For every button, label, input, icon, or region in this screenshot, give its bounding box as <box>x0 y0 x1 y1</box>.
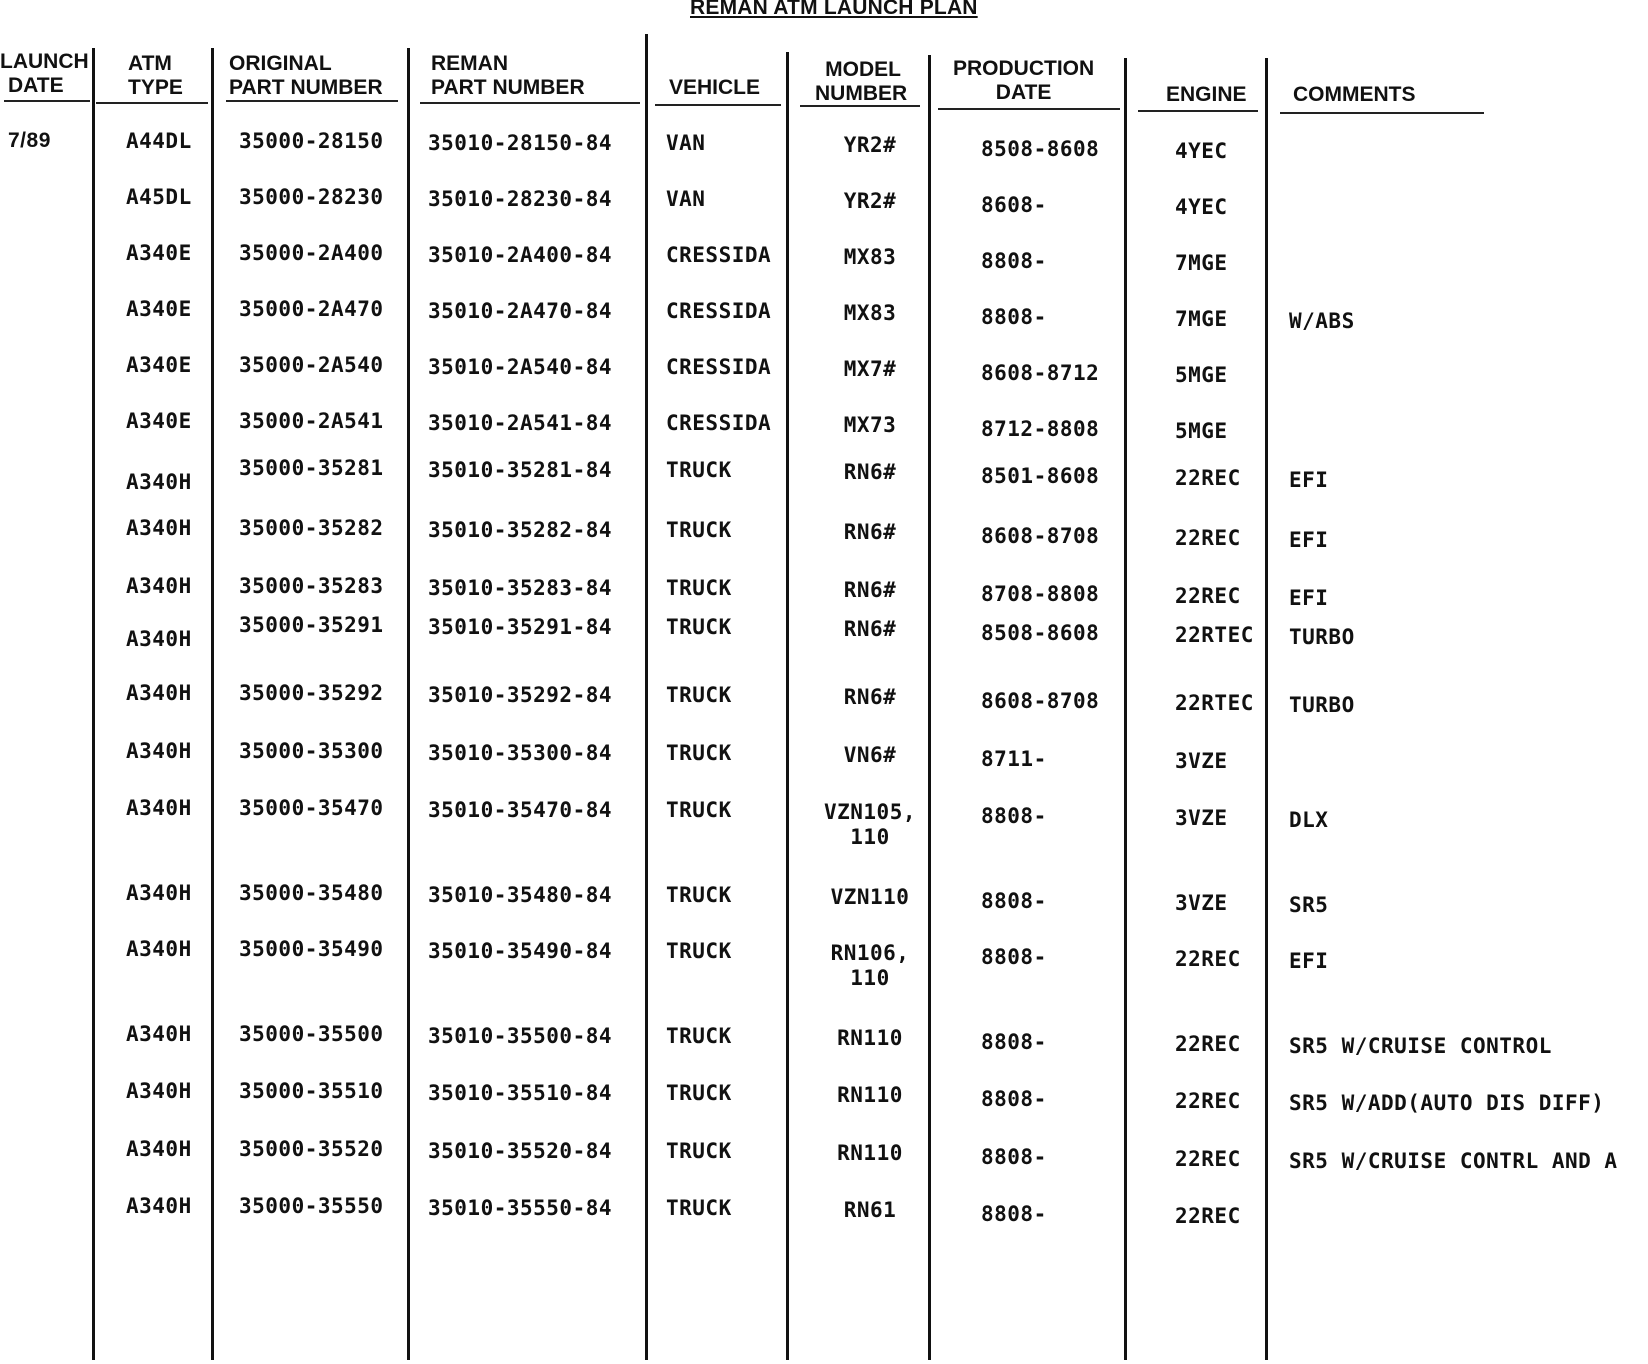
cell-engine: 7MGE <box>1175 307 1228 331</box>
cell-engine: 22REC <box>1175 466 1241 490</box>
cell-model-number: MX83 <box>843 301 897 325</box>
cell-comment: SR5 W/ADD(AUTO DIS DIFF) <box>1289 1091 1605 1115</box>
cell-atm-type: A340H <box>126 681 192 705</box>
cell-model-number: RN61 <box>843 1198 897 1222</box>
cell-production-date: 8808- <box>981 1145 1047 1169</box>
cell-reman-part-number: 35010-35282-84 <box>428 518 613 542</box>
cell-model-number: RN6# <box>843 578 897 602</box>
cell-engine: 22RTEC <box>1175 691 1254 715</box>
cell-reman-part-number: 35010-35510-84 <box>428 1081 613 1105</box>
cell-comment: EFI <box>1289 528 1329 552</box>
cell-atm-type: A340H <box>126 516 192 540</box>
cell-vehicle: TRUCK <box>666 741 732 765</box>
cell-original-part-number: 35000-35282 <box>239 516 384 540</box>
cell-comment: EFI <box>1289 468 1329 492</box>
cell-original-part-number: 35000-28150 <box>239 129 384 153</box>
cell-atm-type: A340E <box>126 409 192 433</box>
cell-original-part-number: 35000-35283 <box>239 574 384 598</box>
cell-engine: 22RTEC <box>1175 623 1254 647</box>
cell-comment: SR5 W/CRUISE CONTROL <box>1289 1034 1552 1058</box>
cell-model-number: VZN105, <box>823 800 916 824</box>
cell-reman-part-number: 35010-35291-84 <box>428 615 613 639</box>
cell-model-number: RN106, <box>830 941 910 965</box>
cell-vehicle: TRUCK <box>666 458 732 482</box>
cell-engine: 3VZE <box>1175 806 1228 830</box>
cell-production-date: 8608-8708 <box>981 524 1100 548</box>
cell-reman-part-number: 35010-2A541-84 <box>428 411 613 435</box>
header-launch-date: LAUNCH DATE <box>0 50 89 97</box>
cell-reman-part-number: 35010-28150-84 <box>428 131 613 155</box>
cell-comment: EFI <box>1289 586 1329 610</box>
header-underline <box>1280 112 1484 114</box>
column-divider <box>1265 58 1268 1360</box>
cell-original-part-number: 35000-2A400 <box>239 241 384 265</box>
cell-vehicle: VAN <box>666 131 706 155</box>
header-vehicle: VEHICLE <box>669 76 761 99</box>
cell-engine: 22REC <box>1175 1089 1241 1113</box>
cell-original-part-number: 35000-35500 <box>239 1022 384 1046</box>
cell-production-date: 8808- <box>981 1202 1047 1226</box>
cell-engine: 22REC <box>1175 947 1241 971</box>
cell-production-date: 8608-8712 <box>981 361 1100 385</box>
cell-reman-part-number: 35010-35300-84 <box>428 741 613 765</box>
cell-model-number: YR2# <box>843 189 897 213</box>
cell-production-date: 8508-8608 <box>981 621 1100 645</box>
cell-reman-part-number: 35010-35550-84 <box>428 1196 613 1220</box>
cell-production-date: 8808- <box>981 945 1047 969</box>
cell-model-number: YR2# <box>843 133 897 157</box>
cell-vehicle: TRUCK <box>666 1024 732 1048</box>
cell-original-part-number: 35000-35520 <box>239 1137 384 1161</box>
cell-vehicle: TRUCK <box>666 683 732 707</box>
cell-comment: TURBO <box>1289 625 1355 649</box>
cell-reman-part-number: 35010-2A400-84 <box>428 243 613 267</box>
cell-atm-type: A340H <box>126 796 192 820</box>
cell-comment: TURBO <box>1289 693 1355 717</box>
cell-atm-type: A44DL <box>126 129 192 153</box>
cell-production-date: 8712-8808 <box>981 417 1100 441</box>
cell-production-date: 8711- <box>981 747 1047 771</box>
cell-engine: 3VZE <box>1175 749 1228 773</box>
cell-atm-type: A340H <box>126 1137 192 1161</box>
cell-original-part-number: 35000-35510 <box>239 1079 384 1103</box>
cell-original-part-number: 35000-35490 <box>239 937 384 961</box>
cell-engine: 4YEC <box>1175 195 1228 219</box>
cell-vehicle: CRESSIDA <box>666 243 772 267</box>
cell-reman-part-number: 35010-35520-84 <box>428 1139 613 1163</box>
cell-engine: 22REC <box>1175 1204 1241 1228</box>
cell-launch-date: 7/89 <box>8 129 51 152</box>
column-divider <box>1124 58 1127 1360</box>
cell-original-part-number: 35000-2A541 <box>239 409 384 433</box>
cell-reman-part-number: 35010-35490-84 <box>428 939 613 963</box>
cell-engine: 5MGE <box>1175 363 1228 387</box>
cell-original-part-number: 35000-2A470 <box>239 297 384 321</box>
column-divider <box>92 48 95 1360</box>
header-comments: COMMENTS <box>1293 83 1416 106</box>
cell-original-part-number: 35000-35480 <box>239 881 384 905</box>
cell-vehicle: TRUCK <box>666 883 732 907</box>
cell-engine: 22REC <box>1175 1032 1241 1056</box>
cell-production-date: 8708-8808 <box>981 582 1100 606</box>
cell-production-date: 8608- <box>981 193 1047 217</box>
cell-reman-part-number: 35010-2A470-84 <box>428 299 613 323</box>
cell-model-number-cont: 110 <box>850 825 890 849</box>
cell-comment: EFI <box>1289 949 1329 973</box>
cell-vehicle: TRUCK <box>666 939 732 963</box>
header-underline <box>420 102 640 104</box>
cell-atm-type: A340H <box>126 1022 192 1046</box>
cell-engine: 5MGE <box>1175 419 1228 443</box>
cell-atm-type: A45DL <box>126 185 192 209</box>
cell-atm-type: A340E <box>126 241 192 265</box>
cell-comment: DLX <box>1289 808 1329 832</box>
cell-original-part-number: 35000-28230 <box>239 185 384 209</box>
cell-vehicle: CRESSIDA <box>666 299 772 323</box>
cell-reman-part-number: 35010-35500-84 <box>428 1024 613 1048</box>
cell-production-date: 8808- <box>981 804 1047 828</box>
cell-production-date: 8501-8608 <box>981 464 1100 488</box>
cell-atm-type: A340H <box>126 937 192 961</box>
cell-atm-type: A340H <box>126 1194 192 1218</box>
header-underline <box>800 105 920 107</box>
cell-reman-part-number: 35010-35292-84 <box>428 683 613 707</box>
cell-engine: 22REC <box>1175 1147 1241 1171</box>
cell-model-number: RN110 <box>837 1026 903 1050</box>
cell-vehicle: TRUCK <box>666 615 732 639</box>
cell-production-date: 8808- <box>981 249 1047 273</box>
cell-vehicle: TRUCK <box>666 576 732 600</box>
header-underline <box>655 104 781 106</box>
cell-reman-part-number: 35010-35283-84 <box>428 576 613 600</box>
cell-original-part-number: 35000-2A540 <box>239 353 384 377</box>
cell-atm-type: A340E <box>126 353 192 377</box>
cell-original-part-number: 35000-35300 <box>239 739 384 763</box>
cell-atm-type: A340H <box>126 881 192 905</box>
cell-atm-type: A340H <box>126 627 192 651</box>
cell-production-date: 8608-8708 <box>981 689 1100 713</box>
cell-production-date: 8508-8608 <box>981 137 1100 161</box>
cell-comment: SR5 <box>1289 893 1329 917</box>
cell-engine: 7MGE <box>1175 251 1228 275</box>
cell-atm-type: A340H <box>126 1079 192 1103</box>
cell-model-number: RN110 <box>837 1141 903 1165</box>
cell-vehicle: CRESSIDA <box>666 411 772 435</box>
page-title: REMAN ATM LAUNCH PLAN <box>690 0 978 19</box>
header-underline <box>226 100 398 102</box>
header-reman-part-number: REMAN PART NUMBER <box>431 52 585 99</box>
cell-model-number: RN6# <box>843 685 897 709</box>
column-divider <box>645 34 648 1360</box>
cell-vehicle: TRUCK <box>666 1081 732 1105</box>
cell-vehicle: VAN <box>666 187 706 211</box>
cell-vehicle: TRUCK <box>666 798 732 822</box>
cell-engine: 3VZE <box>1175 891 1228 915</box>
header-underline <box>96 102 208 104</box>
cell-original-part-number: 35000-35291 <box>239 613 384 637</box>
cell-model-number: RN6# <box>843 460 897 484</box>
cell-model-number: VN6# <box>843 743 897 767</box>
cell-atm-type: A340E <box>126 297 192 321</box>
cell-model-number: MX83 <box>843 245 897 269</box>
cell-engine: 4YEC <box>1175 139 1228 163</box>
cell-comment: SR5 W/CRUISE CONTRL AND A <box>1289 1149 1618 1173</box>
cell-vehicle: TRUCK <box>666 518 732 542</box>
cell-model-number: RN6# <box>843 617 897 641</box>
cell-original-part-number: 35000-35281 <box>239 456 384 480</box>
column-divider <box>786 52 789 1360</box>
header-original-part-number: ORIGINAL PART NUMBER <box>229 52 383 99</box>
cell-atm-type: A340H <box>126 470 192 494</box>
cell-atm-type: A340H <box>126 574 192 598</box>
cell-original-part-number: 35000-35550 <box>239 1194 384 1218</box>
cell-comment: W/ABS <box>1289 309 1355 333</box>
cell-vehicle: CRESSIDA <box>666 355 772 379</box>
cell-production-date: 8808- <box>981 305 1047 329</box>
cell-production-date: 8808- <box>981 889 1047 913</box>
cell-model-number: RN110 <box>837 1083 903 1107</box>
cell-reman-part-number: 35010-35281-84 <box>428 458 613 482</box>
cell-reman-part-number: 35010-35480-84 <box>428 883 613 907</box>
header-atm-type: ATM TYPE <box>128 52 183 99</box>
cell-production-date: 8808- <box>981 1087 1047 1111</box>
cell-model-number: RN6# <box>843 520 897 544</box>
cell-engine: 22REC <box>1175 584 1241 608</box>
header-engine: ENGINE <box>1166 83 1247 106</box>
cell-model-number-cont: 110 <box>850 966 890 990</box>
header-underline <box>938 108 1120 110</box>
cell-model-number: MX7# <box>843 357 897 381</box>
cell-engine: 22REC <box>1175 526 1241 550</box>
cell-reman-part-number: 35010-2A540-84 <box>428 355 613 379</box>
header-production-date: PRODUCTION DATE <box>953 57 1095 104</box>
cell-original-part-number: 35000-35292 <box>239 681 384 705</box>
header-underline <box>1138 110 1258 112</box>
column-divider <box>407 48 410 1360</box>
cell-production-date: 8808- <box>981 1030 1047 1054</box>
cell-reman-part-number: 35010-28230-84 <box>428 187 613 211</box>
cell-reman-part-number: 35010-35470-84 <box>428 798 613 822</box>
header-underline <box>4 100 90 102</box>
cell-model-number: MX73 <box>843 413 897 437</box>
cell-vehicle: TRUCK <box>666 1139 732 1163</box>
cell-atm-type: A340H <box>126 739 192 763</box>
header-model-number: MODEL NUMBER <box>815 58 908 105</box>
column-divider <box>211 48 214 1360</box>
cell-original-part-number: 35000-35470 <box>239 796 384 820</box>
cell-vehicle: TRUCK <box>666 1196 732 1220</box>
cell-model-number: VZN110 <box>830 885 910 909</box>
